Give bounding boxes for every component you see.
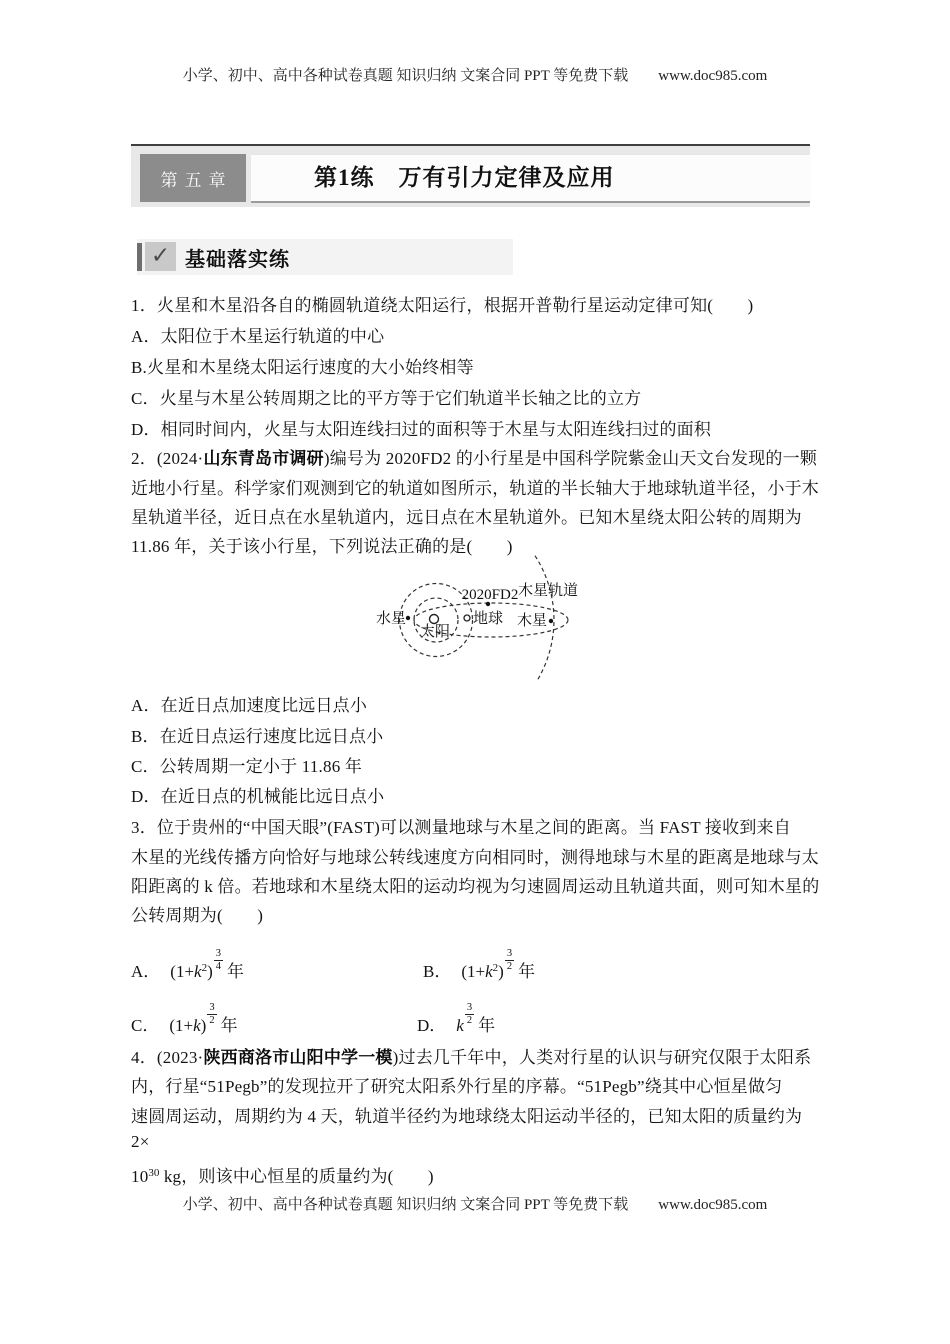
checkmark-icon: ✓ bbox=[145, 242, 176, 271]
q3-option-b-pre: (1+ bbox=[461, 962, 486, 982]
q3-option-c-post: ) bbox=[200, 1016, 207, 1036]
q3-option-c-pre: (1+ bbox=[169, 1016, 194, 1036]
q3-option-c-unit: 年 bbox=[220, 1016, 238, 1036]
q3-option-a-unit: 年 bbox=[227, 962, 244, 982]
q3-option-d-var: k bbox=[456, 1016, 464, 1036]
chapter-badge: 第五章 bbox=[140, 154, 246, 202]
earth-dot bbox=[464, 615, 470, 621]
q2-source: 山东青岛市调研 bbox=[203, 449, 324, 468]
jupiter-dot bbox=[549, 619, 553, 623]
q3-option-b-varsup: 2 bbox=[492, 962, 499, 975]
q3-option-b-exponent: $\frac{3}{2}$ bbox=[506, 948, 513, 973]
q4-stem-line4: 2× bbox=[131, 1132, 150, 1151]
q3-stem-line4: 公转周期为( ) bbox=[131, 906, 264, 925]
q1-stem: 1．火星和木星沿各自的椭圆轨道绕太阳运行，根据开普勒行星运动定律可知( ) bbox=[131, 296, 754, 315]
q3-option-d-unit: 年 bbox=[478, 1016, 496, 1036]
q3-option-d-label: D． bbox=[417, 1016, 447, 1036]
q3-option-a-label: A． bbox=[131, 962, 161, 982]
exercise-title-box bbox=[251, 155, 810, 203]
q3-stem-line3: 阳距离的 k 倍。若地球和木星绕太阳的运动均视为匀速圆周运动且轨道共面，则可知木星的 bbox=[131, 877, 820, 896]
q3-option-b-label: B． bbox=[423, 962, 452, 982]
q3-option-a-post: ) bbox=[207, 962, 213, 982]
jupiter-label: 木星 bbox=[516, 613, 547, 629]
q3-option-c bbox=[131, 1002, 238, 1036]
q4-source: 陕西商洛市山阳中学一模 bbox=[203, 1048, 393, 1067]
q2-stem-prefix: 2．(2024· bbox=[131, 449, 204, 468]
header-url: www.doc985.com bbox=[658, 68, 768, 84]
mercury-dot bbox=[406, 616, 410, 620]
q3-option-b-var: k bbox=[485, 962, 493, 982]
q4-stem-line5 bbox=[131, 1162, 434, 1187]
q1-option-d: D．相同时间内，火星与太阳连线扫过的面积等于木星与太阳连线扫过的面积 bbox=[131, 420, 712, 439]
q1-option-b: B.火星和木星绕太阳运行速度的大小始终相等 bbox=[131, 358, 474, 377]
sun-dot bbox=[430, 615, 439, 624]
q3-option-a-exponent: $\frac{3}{4}$ bbox=[215, 948, 221, 973]
q2-stem-line4: 11.86 年，关于该小行星，下列说法正确的是( ) bbox=[131, 537, 513, 556]
section-title: 基础落实练 bbox=[185, 249, 290, 271]
jupiter-orbit-label: 木星轨道 bbox=[518, 583, 579, 599]
footer-text: 小学、初中、高中各种试卷真题 知识归纳 文案合同 PPT 等免费下载 bbox=[182, 1197, 629, 1213]
q3-option-c-var: k bbox=[193, 1016, 201, 1036]
q2-stem-line1-rest: )编号为 2020FD2 的小行星是中国科学院紫金山天文台发现的一颗 bbox=[323, 449, 818, 468]
section-accent-bar bbox=[137, 243, 142, 271]
footer-url: www.doc985.com bbox=[658, 1197, 768, 1213]
q3-option-a-var: k bbox=[194, 962, 202, 982]
page-header bbox=[0, 64, 950, 85]
earth-label: 地球 bbox=[473, 611, 504, 627]
q4-stem-line1-rest: )过去几千年中，人类对行星的认识与研究仅限于太阳系 bbox=[392, 1048, 812, 1067]
q3-option-b-post: ) bbox=[498, 962, 504, 982]
q4-stem-line1 bbox=[131, 1043, 811, 1068]
q3-option-a bbox=[131, 948, 244, 982]
q3-option-c-label: C． bbox=[131, 1016, 160, 1036]
q1-option-c: C．火星与木星公转周期之比的平方等于它们轨道半长轴之比的立方 bbox=[131, 389, 642, 408]
q3-option-b-unit: 年 bbox=[518, 962, 536, 982]
q4-stem-line3: 速圆周运动，周期约为 4 天，轨道半径约为地球绕太阳运动半径的，已知太阳的质量约为 bbox=[131, 1107, 803, 1126]
q3-option-b bbox=[423, 948, 535, 982]
q2-option-b: B．在近日点运行速度比远日点小 bbox=[131, 727, 384, 746]
q3-option-a-pre: (1+ bbox=[170, 962, 195, 982]
mercury-label: 水星 bbox=[375, 611, 406, 627]
header-text: 小学、初中、高中各种试卷真题 知识归纳 文案合同 PPT 等免费下载 bbox=[182, 68, 629, 84]
sun-label: 太阳 bbox=[419, 624, 451, 640]
q2-option-d: D．在近日点的机械能比远日点小 bbox=[131, 787, 385, 806]
q2-stem-line2: 近地小行星。科学家们观测到它的轨道如图所示，轨道的半长轴大于地球轨道半径，小于木 bbox=[131, 479, 819, 498]
q2-option-c: C．公转周期一定小于 11.86 年 bbox=[131, 757, 363, 776]
asteroid-label: 2020FD2 bbox=[461, 587, 519, 603]
q3-stem-line2: 木星的光线传播方向恰好与地球公转线速度方向相同时，测得地球与木星的距离是地球与太 bbox=[131, 848, 819, 867]
q1-option-a: A．太阳位于木星运行轨道的中心 bbox=[131, 327, 385, 346]
q2-option-a: A．在近日点加速度比远日点小 bbox=[131, 696, 368, 715]
page-footer bbox=[0, 1193, 950, 1214]
q4-stem-line2: 内，行星“51Pegb”的发现拉开了研究太阳系外行星的序幕。“51Pegb”绕其中心恒星做匀 bbox=[131, 1077, 783, 1096]
q2-stem-line3: 星轨道半径，近日点在水星轨道内，远日点在木星轨道外。已知木星绕太阳公转的周期为 bbox=[131, 508, 802, 527]
q4-mass-base: 10 bbox=[131, 1167, 149, 1186]
q4-stem-prefix: 4．(2023· bbox=[131, 1048, 204, 1067]
q3-option-d-exponent: $\frac{3}{2}$ bbox=[466, 1002, 473, 1027]
q3-stem-line1: 3．位于贵州的“中国天眼”(FAST)可以测量地球与木星之间的距离。当 FAST 接收到来自 bbox=[131, 818, 791, 837]
q4-mass-rest: kg，则该中心恒星的质量约为( ) bbox=[159, 1167, 434, 1186]
q3-option-c-exponent: $\frac{3}{2}$ bbox=[209, 1002, 215, 1027]
q3-option-a-varsup: 2 bbox=[201, 962, 208, 975]
q4-mass-exponent: 30 bbox=[148, 1167, 160, 1179]
q3-option-d bbox=[417, 1002, 495, 1036]
q2-stem-line1 bbox=[131, 444, 817, 469]
exercise-title: 第1练 万有引力定律及应用 bbox=[314, 165, 615, 190]
orbit-diagram bbox=[350, 553, 650, 695]
